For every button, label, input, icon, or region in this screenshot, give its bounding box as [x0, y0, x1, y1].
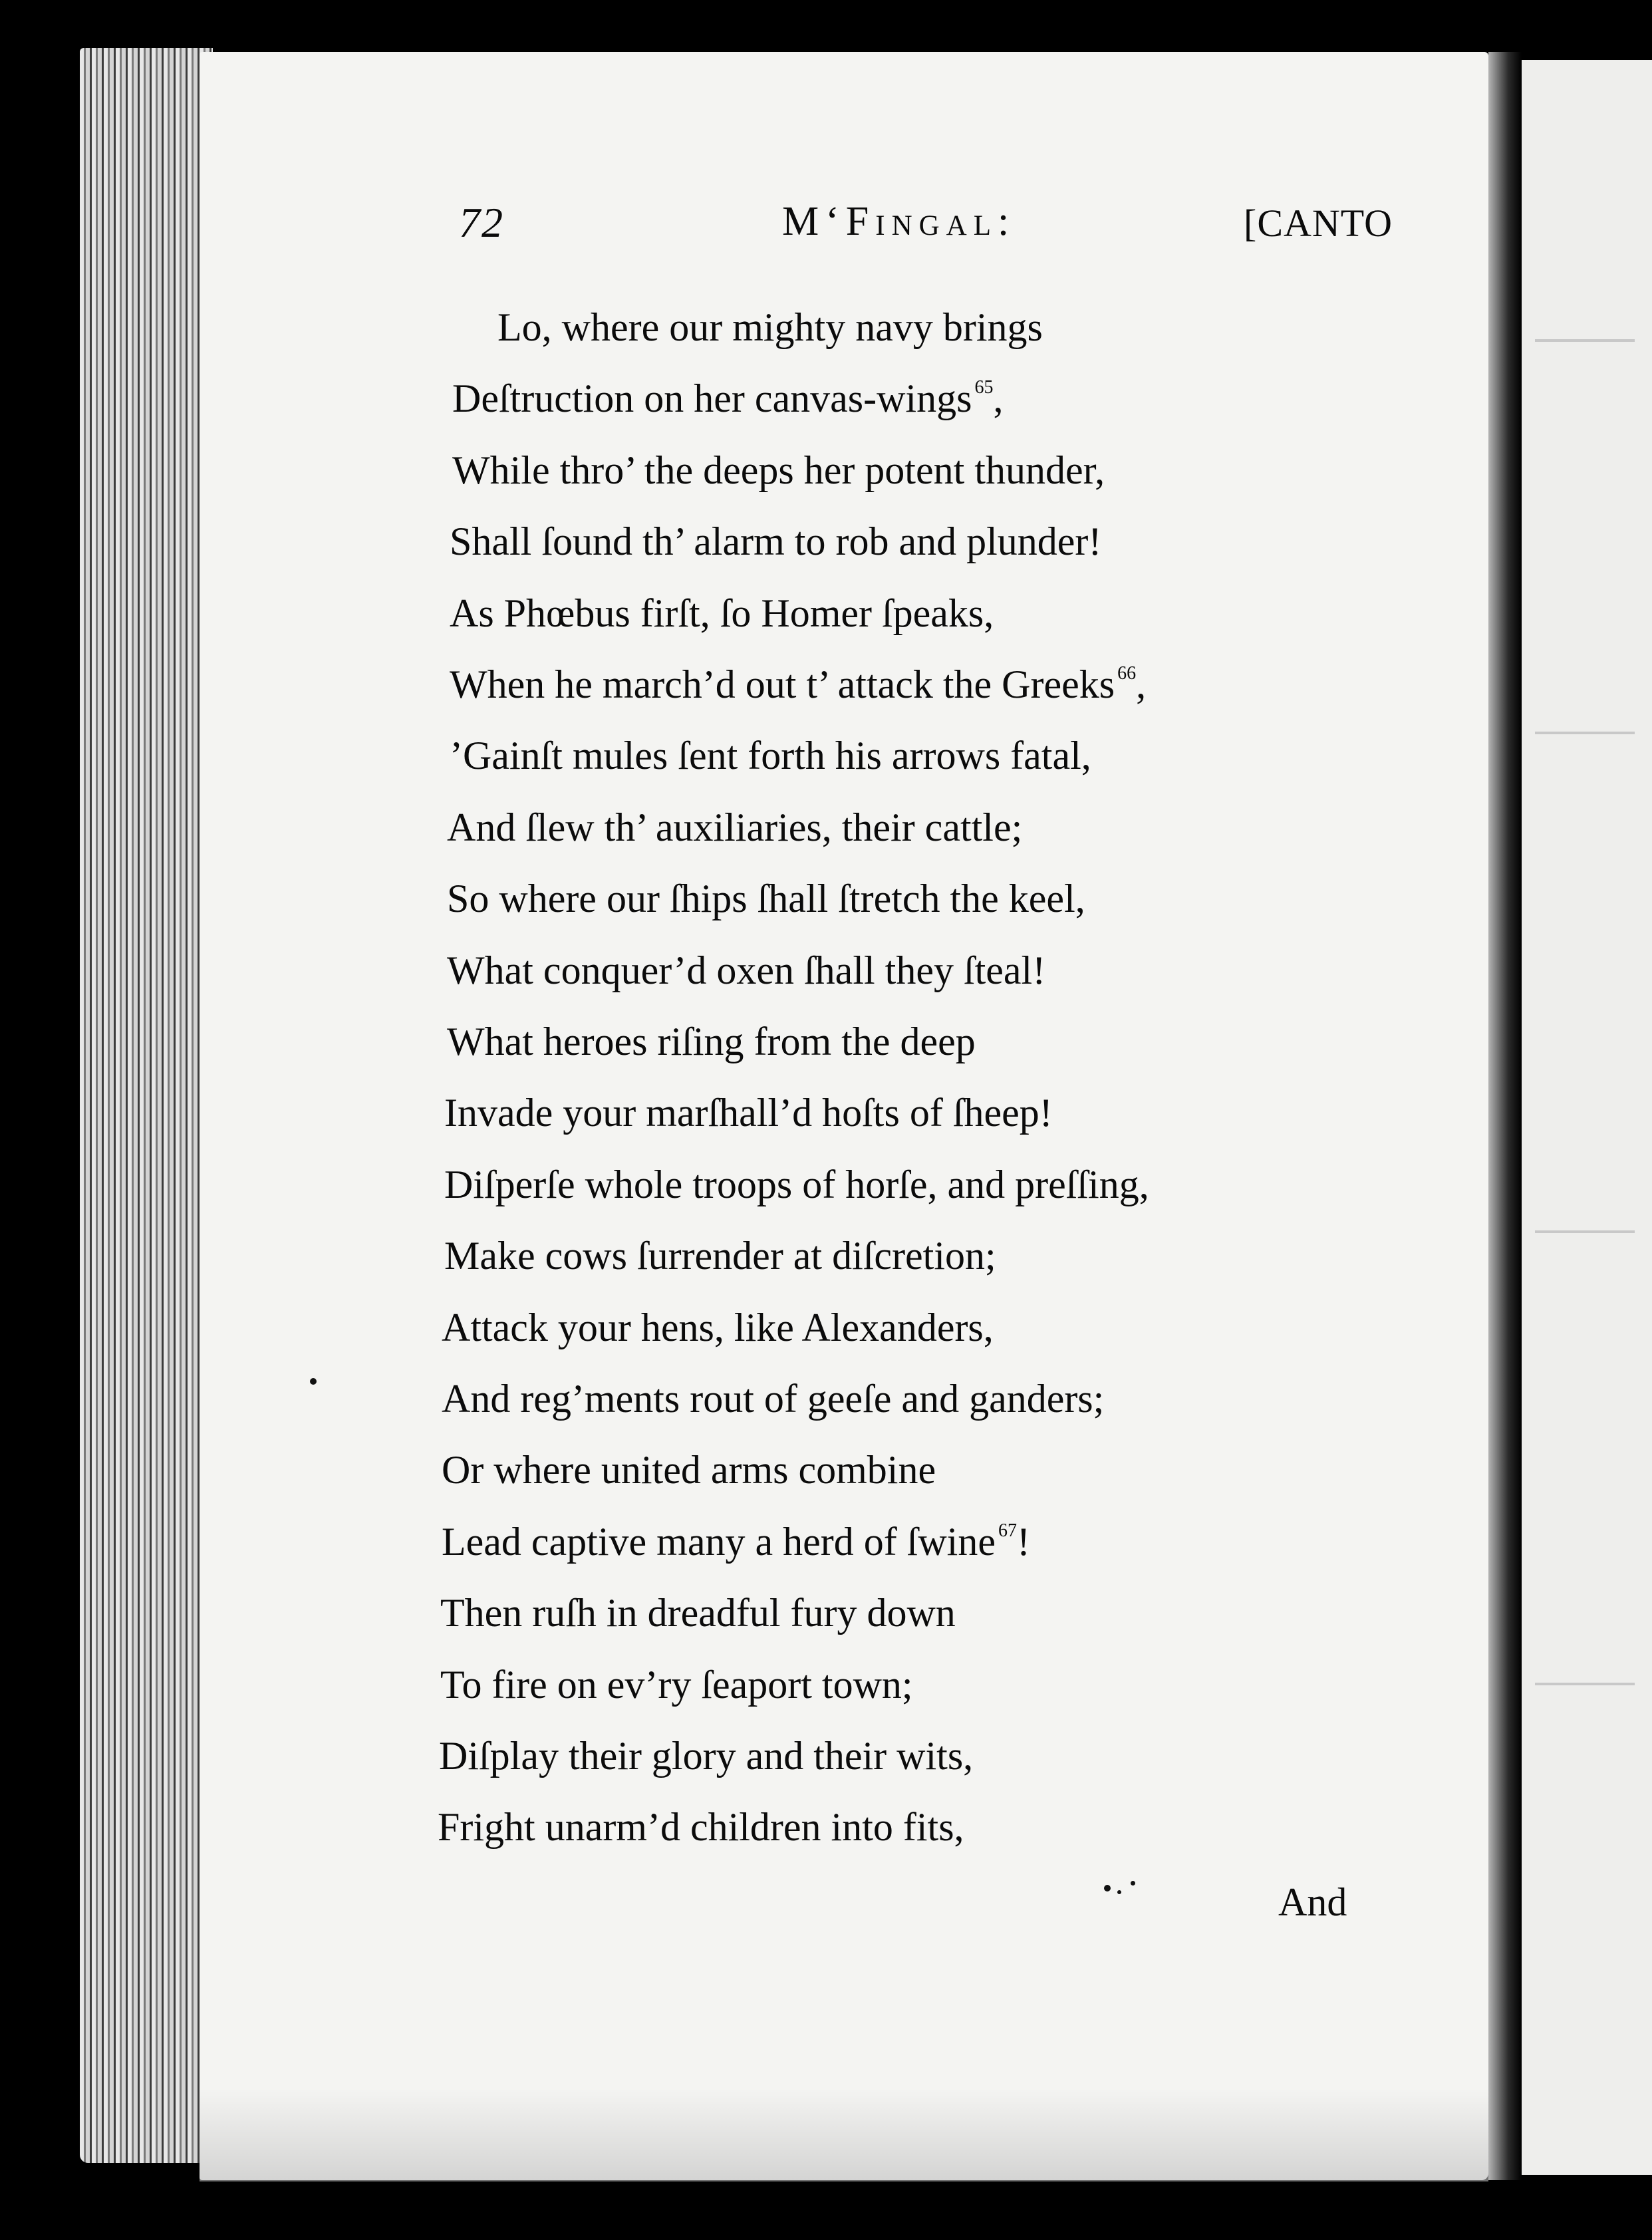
verse-line-text: Diſperſe whole troops of horſe, and preſſing,	[444, 1163, 1149, 1206]
verse-line-punctuation: !	[1016, 1520, 1030, 1564]
ink-speck	[1131, 1881, 1135, 1886]
verse-line	[452, 378, 1003, 418]
section-marker: [CANTO	[1244, 202, 1393, 245]
verse-line-text: To fire on ev’ry ſeaport town;	[440, 1663, 913, 1707]
ink-speck	[310, 1378, 317, 1385]
catchword: And	[1278, 1880, 1347, 1924]
ink-specks	[1097, 1876, 1151, 1902]
verse-line-text: So where our ſhips ſhall ſtretch the keel,	[447, 877, 1085, 920]
ink-speck	[1104, 1885, 1111, 1891]
verse-line-text: Lead captive many a herd of ſwine	[442, 1520, 996, 1564]
verse-line-text: As Phœbus firſt, ſo Homer ſpeaks,	[450, 591, 994, 635]
footnote-reference: 66	[1117, 663, 1137, 684]
verse-line-text: Fright unarm’d children into fits,	[438, 1805, 964, 1849]
verse-line	[447, 950, 1045, 990]
verse-line-text: And reg’ments rout of geeſe and ganders;	[442, 1377, 1105, 1421]
verse-line	[442, 1522, 1030, 1562]
verse-line-text: Lo, where our mighty navy brings	[497, 305, 1043, 349]
verse-line	[442, 1379, 1104, 1419]
verse-line	[447, 807, 1022, 847]
verse-line	[444, 1165, 1149, 1204]
verse-line-text: Then ruſh in dreadful fury down	[440, 1591, 956, 1635]
verse-line-text: What conquer’d oxen ſhall they ſteal!	[447, 948, 1046, 992]
verse-line	[450, 664, 1146, 704]
verse-line	[444, 1093, 1053, 1133]
verse-line	[444, 1236, 996, 1276]
verse-line-text: ’Gainſt mules ſent forth his arrows fatal,	[450, 734, 1091, 777]
ink-speck	[1117, 1890, 1121, 1894]
verse-line-punctuation: ,	[993, 376, 1004, 420]
verse-line	[450, 736, 1091, 775]
verse-line-text: Make cows ſurrender at diſcretion;	[444, 1234, 996, 1278]
verse-line	[452, 450, 1105, 490]
verse-line	[450, 521, 1101, 561]
verse-line	[442, 1308, 994, 1347]
verse-line	[497, 307, 1043, 347]
running-title: M‘Fingal:	[782, 199, 1016, 244]
verse-line	[440, 1593, 956, 1633]
verse-line	[438, 1807, 964, 1847]
verse-line	[447, 879, 1085, 918]
verse-line	[439, 1736, 973, 1776]
verse-line-text: When he march’d out t’ attack the Greeks	[450, 662, 1115, 706]
verse-line-punctuation: ,	[1136, 662, 1147, 706]
verse-line	[442, 1450, 936, 1490]
verse-line	[450, 593, 994, 633]
verse-line	[447, 1022, 976, 1061]
verse-line	[440, 1665, 913, 1705]
verse-line-text: Shall ſound th’ alarm to rob and plunder!	[450, 519, 1102, 563]
verse-line-text: Deſtruction on her canvas-wings	[452, 376, 972, 420]
verse-line-text: Diſplay their glory and their wits,	[439, 1734, 974, 1778]
verse-line-text: Or where united arms combine	[442, 1448, 936, 1492]
footnote-reference: 67	[998, 1520, 1017, 1541]
verse-line-text: While thro’ the deeps her potent thunder,	[452, 448, 1105, 492]
page-number: 72	[459, 199, 504, 246]
footnote-reference: 65	[974, 377, 994, 398]
verse-line-text: What heroes riſing from the deep	[447, 1020, 976, 1063]
verse-line-text: And ſlew th’ auxiliaries, their cattle;	[447, 805, 1023, 849]
verse-line-text: Attack your hens, like Alexanders,	[442, 1306, 994, 1349]
verse-line-text: Invade your marſhall’d hoſts of ſheep!	[444, 1091, 1053, 1135]
